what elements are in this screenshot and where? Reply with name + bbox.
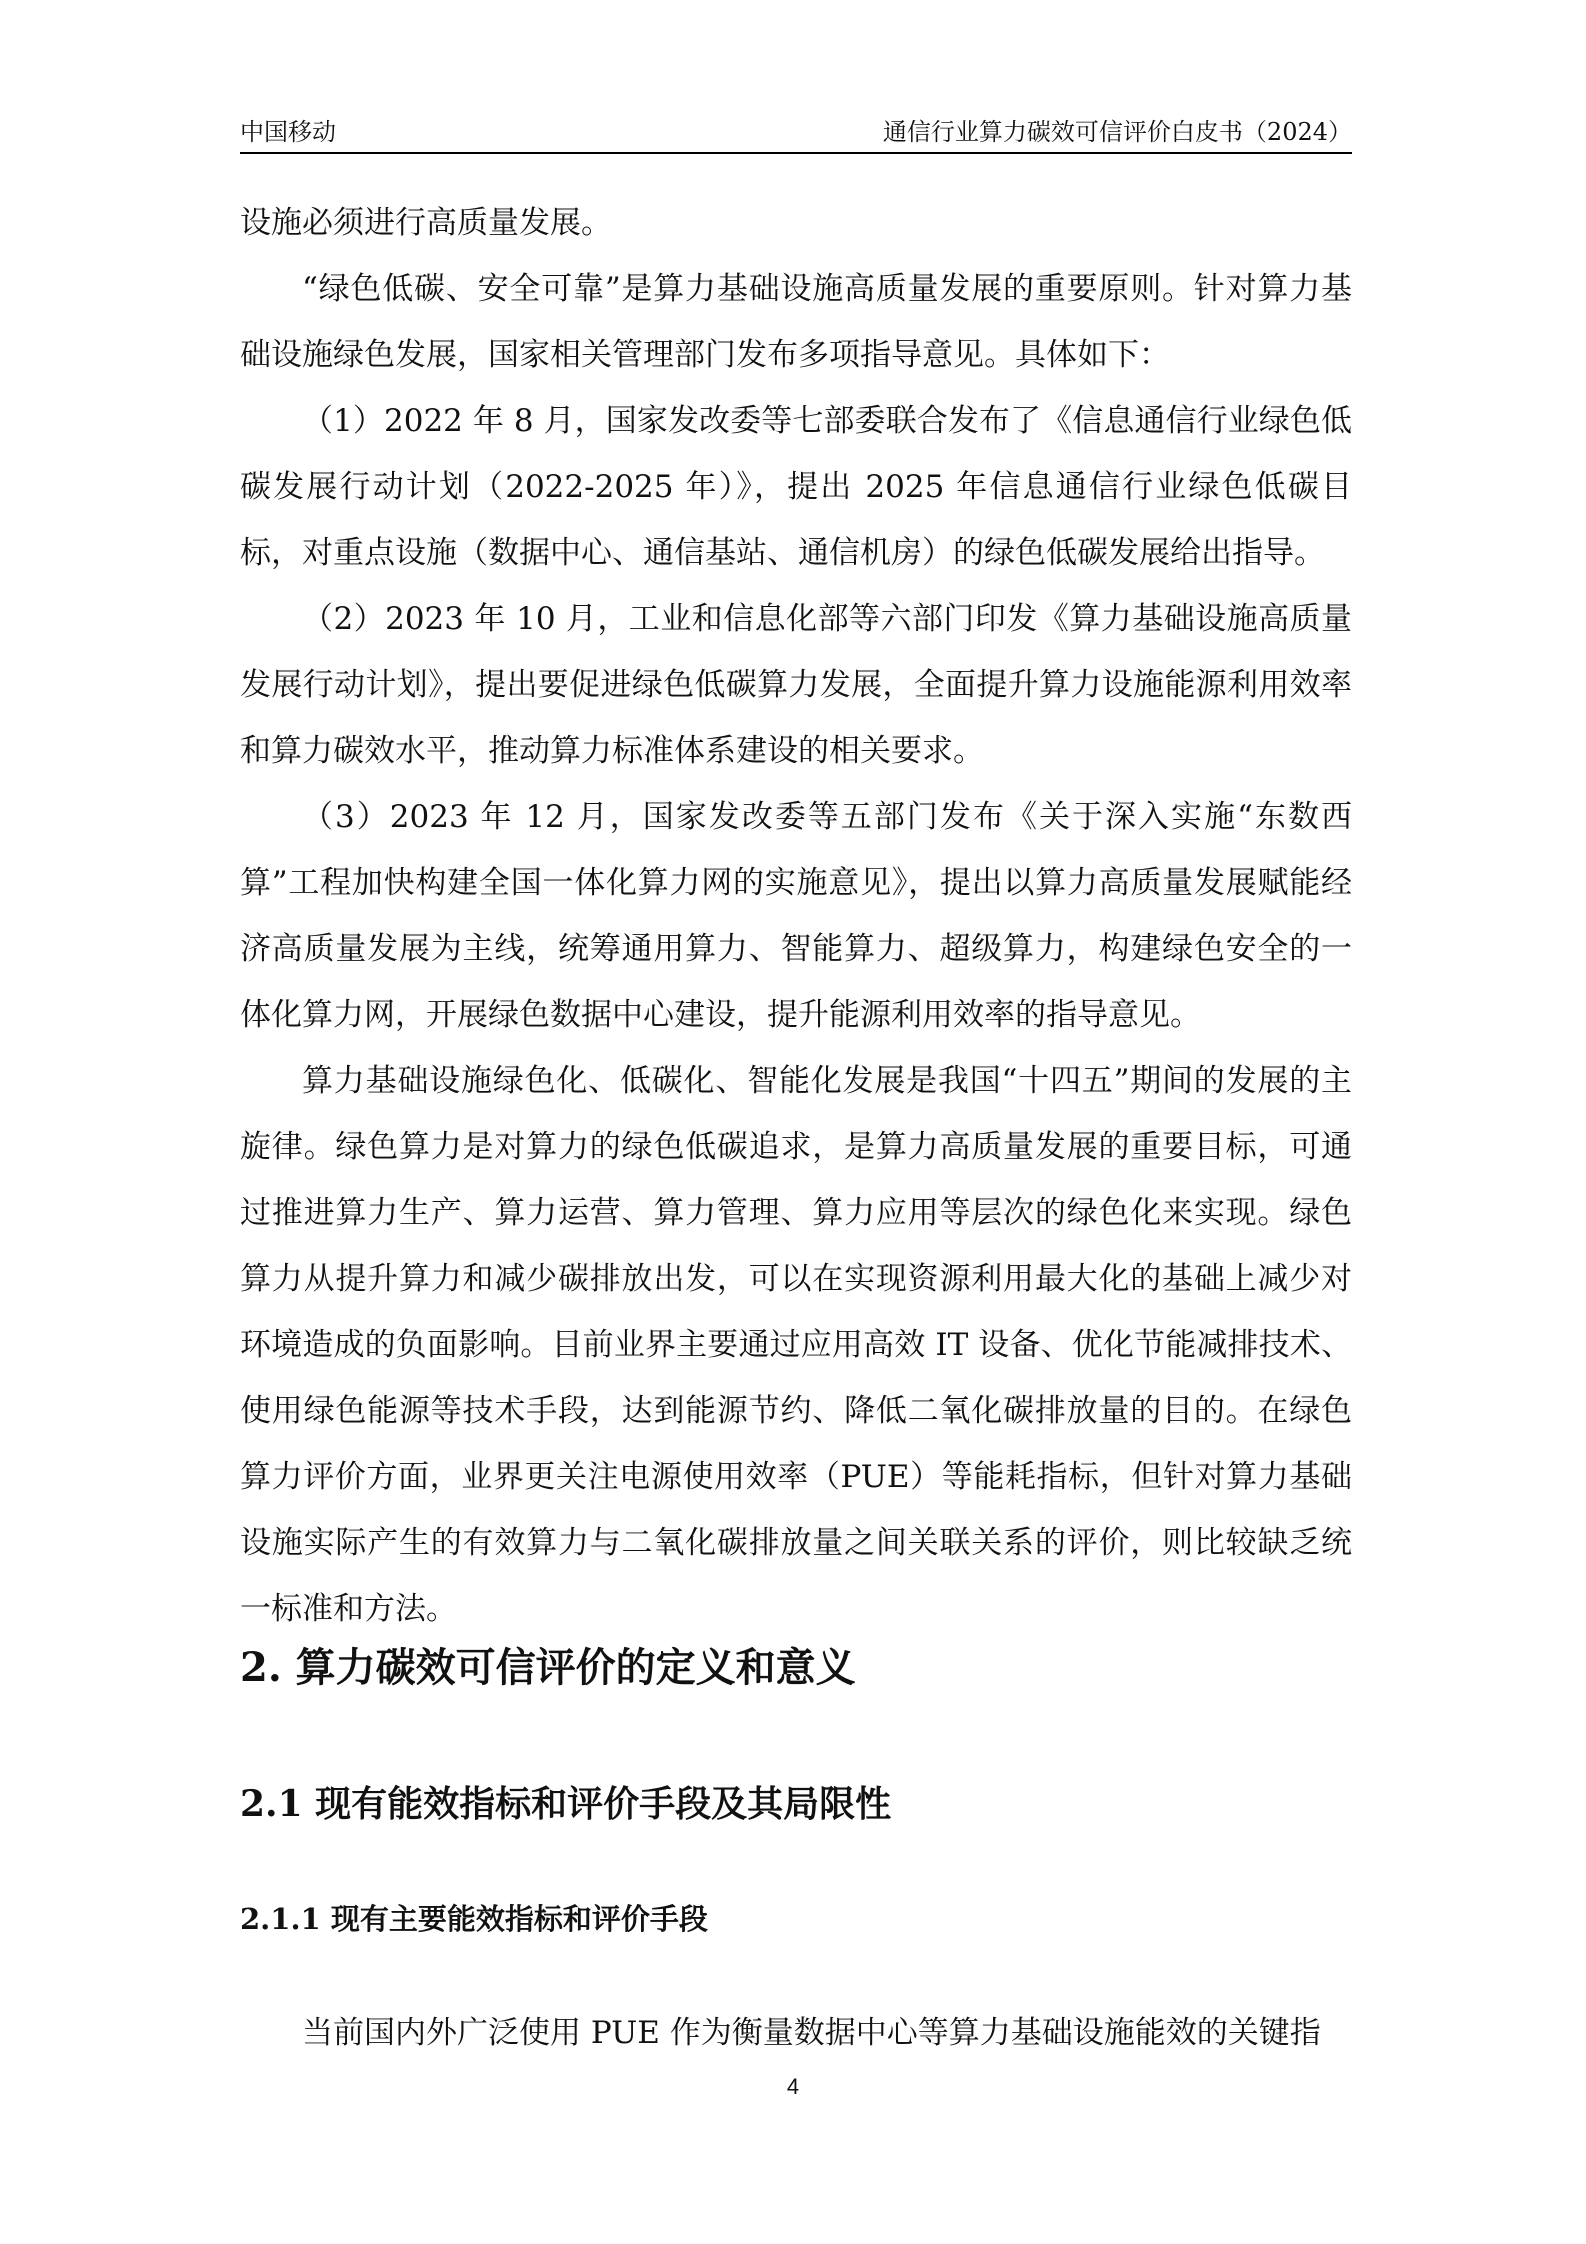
paragraph-green-computing: 算力基础设施绿色化、低碳化、智能化发展是我国“十四五”期间的发展的主旋律。绿色算力是对算力的绿色低碳追求，是算力高质量发展的重要目标，可通过推进算力生产、算力运营、算力管理、算力应用等层次的绿色化来实现。绿色算力从提升算力和减少碳排放出发，可以在实现资源利用最大化的基础上减少对环境造成的负面影响。目前业界主要通过应用高效 IT 设备、优化节能减排技术、使用绿色能源等技术手段，达到能源节约、降低二氧化碳排放量的目的。在绿色算力评价方面，业界更关注电源使用效率（PUE）等能耗指标，但针对算力基础设施实际产生的有效算力与二氧化碳排放量之间关联关系的评价，则比较缺乏统一标准和方法。	[240, 1063, 1352, 1627]
paragraph-continuation: 设施必须进行高质量发展。	[240, 205, 612, 241]
paragraph-principles: “绿色低碳、安全可靠”是算力基础设施高质量发展的重要原则。针对算力基础设施绿色发展，国家相关管理部门发布多项指导意见。具体如下：	[240, 271, 1352, 373]
body-text	[240, 190, 1352, 1642]
paragraph-item-1: （1）2022 年 8 月，国家发改委等七部委联合发布了《信息通信行业绿色低碳发展行动计划（2022-2025 年）》，提出 2025 年信息通信行业绿色低碳目标，对重点设施（数据中心、通信基站、通信机房）的绿色低碳发展给出指导。	[240, 403, 1352, 571]
section-heading: 2. 算力碳效可信评价的定义和意义	[240, 1644, 856, 1691]
paragraph-item-2: （2）2023 年 10 月，工业和信息化部等六部门印发《算力基础设施高质量发展行动计划》，提出要促进绿色低碳算力发展，全面提升算力设施能源利用效率和算力碳效水平，推动算力标准体系建设的相关要求。	[240, 601, 1352, 769]
page-header	[240, 112, 1352, 154]
header-organization: 中国移动	[240, 118, 336, 146]
page-number: 4	[786, 2074, 800, 2099]
subsubsection-heading: 2.1.1 现有主要能效指标和评价手段	[240, 1902, 708, 1936]
paragraph-item-3: （3）2023 年 12 月，国家发改委等五部门发布《关于深入实施“东数西算”工程加快构建全国一体化算力网的实施意见》，提出以算力高质量发展赋能经济高质量发展为主线，统筹通用算力、智能算力、超级算力，构建绿色安全的一体化算力网，开展绿色数据中心建设，提升能源利用效率的指导意见。	[240, 799, 1352, 1033]
header-document-title: 通信行业算力碳效可信评价白皮书（2024）	[882, 118, 1352, 146]
paragraph-pue-intro: 当前国内外广泛使用 PUE 作为衡量数据中心等算力基础设施能效的关键指	[302, 2015, 1321, 2051]
subsection-heading: 2.1 现有能效指标和评价手段及其局限性	[240, 1783, 892, 1825]
